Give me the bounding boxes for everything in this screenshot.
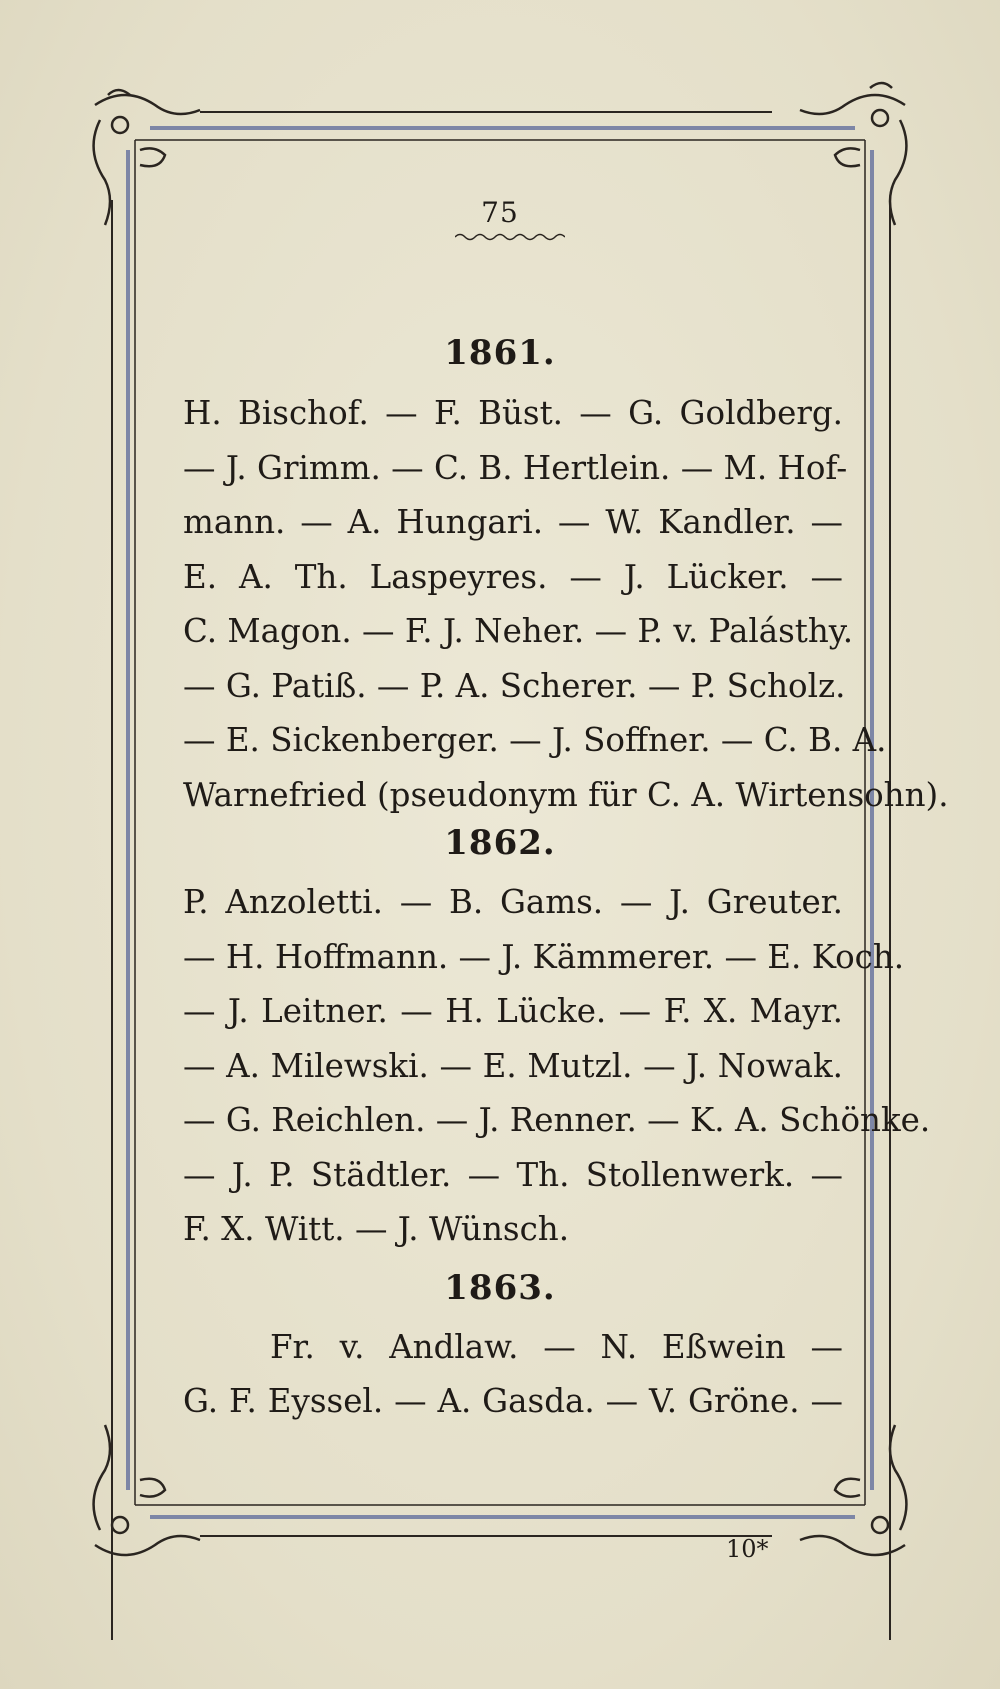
page-number-flourish-icon	[455, 232, 565, 242]
list-line: — G. Patiß. — P. A. Scherer. — P. Scholz.	[183, 666, 846, 705]
list-line: — H. Hoffmann. — J. Kämmerer. — E. Koch.	[183, 937, 905, 976]
list-line: P. Anzoletti. — B. Gams. — J. Greuter.	[183, 883, 843, 921]
names-list-1861	[183, 386, 949, 822]
list-line: Warnefried (pseudonym für C. A. Wirtensohn).	[183, 775, 949, 814]
list-line: F. X. Witt. — J. Wünsch.	[183, 1210, 570, 1248]
section-year-1862: 1862.	[444, 823, 556, 863]
list-line: C. Magon. — F. J. Neher. — P. v. Palásthy.	[183, 612, 854, 650]
list-line: — A. Milewski. — E. Mutzl. — J. Nowak.	[183, 1046, 843, 1085]
corner-ornament-bottom-left-icon	[94, 1425, 200, 1555]
section-year-1861: 1861.	[444, 333, 556, 373]
names-list-1863	[270, 1320, 843, 1375]
names-list-1863-continued	[183, 1374, 843, 1429]
list-line: H. Bischof. — F. Büst. — G. Goldberg.	[183, 394, 843, 432]
list-line: G. F. Eyssel. — A. Gasda. — V. Gröne. —	[183, 1382, 843, 1420]
list-line: E. A. Th. Laspeyres. — J. Lücker. —	[183, 557, 843, 596]
list-line: — E. Sickenberger. — J. Soffner. — C. B. A.	[183, 721, 887, 759]
list-line: — J. Grimm. — C. B. Hertlein. — M. Hof-	[183, 448, 848, 487]
list-line: — G. Reichlen. — J. Renner. — K. A. Schönke.	[183, 1101, 931, 1139]
list-line: mann. — A. Hungari. — W. Kandler. —	[183, 503, 843, 541]
names-list-1862	[183, 875, 931, 1257]
signature-mark: 10*	[726, 1535, 769, 1563]
page-number: 75	[481, 196, 519, 229]
section-year-1863: 1863.	[444, 1268, 556, 1308]
list-line: — J. P. Städtler. — Th. Stollenwerk. —	[183, 1155, 843, 1194]
list-line: Fr. v. Andlaw. — N. Eßwein —	[270, 1328, 843, 1366]
list-line: — J. Leitner. — H. Lücke. — F. X. Mayr.	[183, 992, 843, 1030]
